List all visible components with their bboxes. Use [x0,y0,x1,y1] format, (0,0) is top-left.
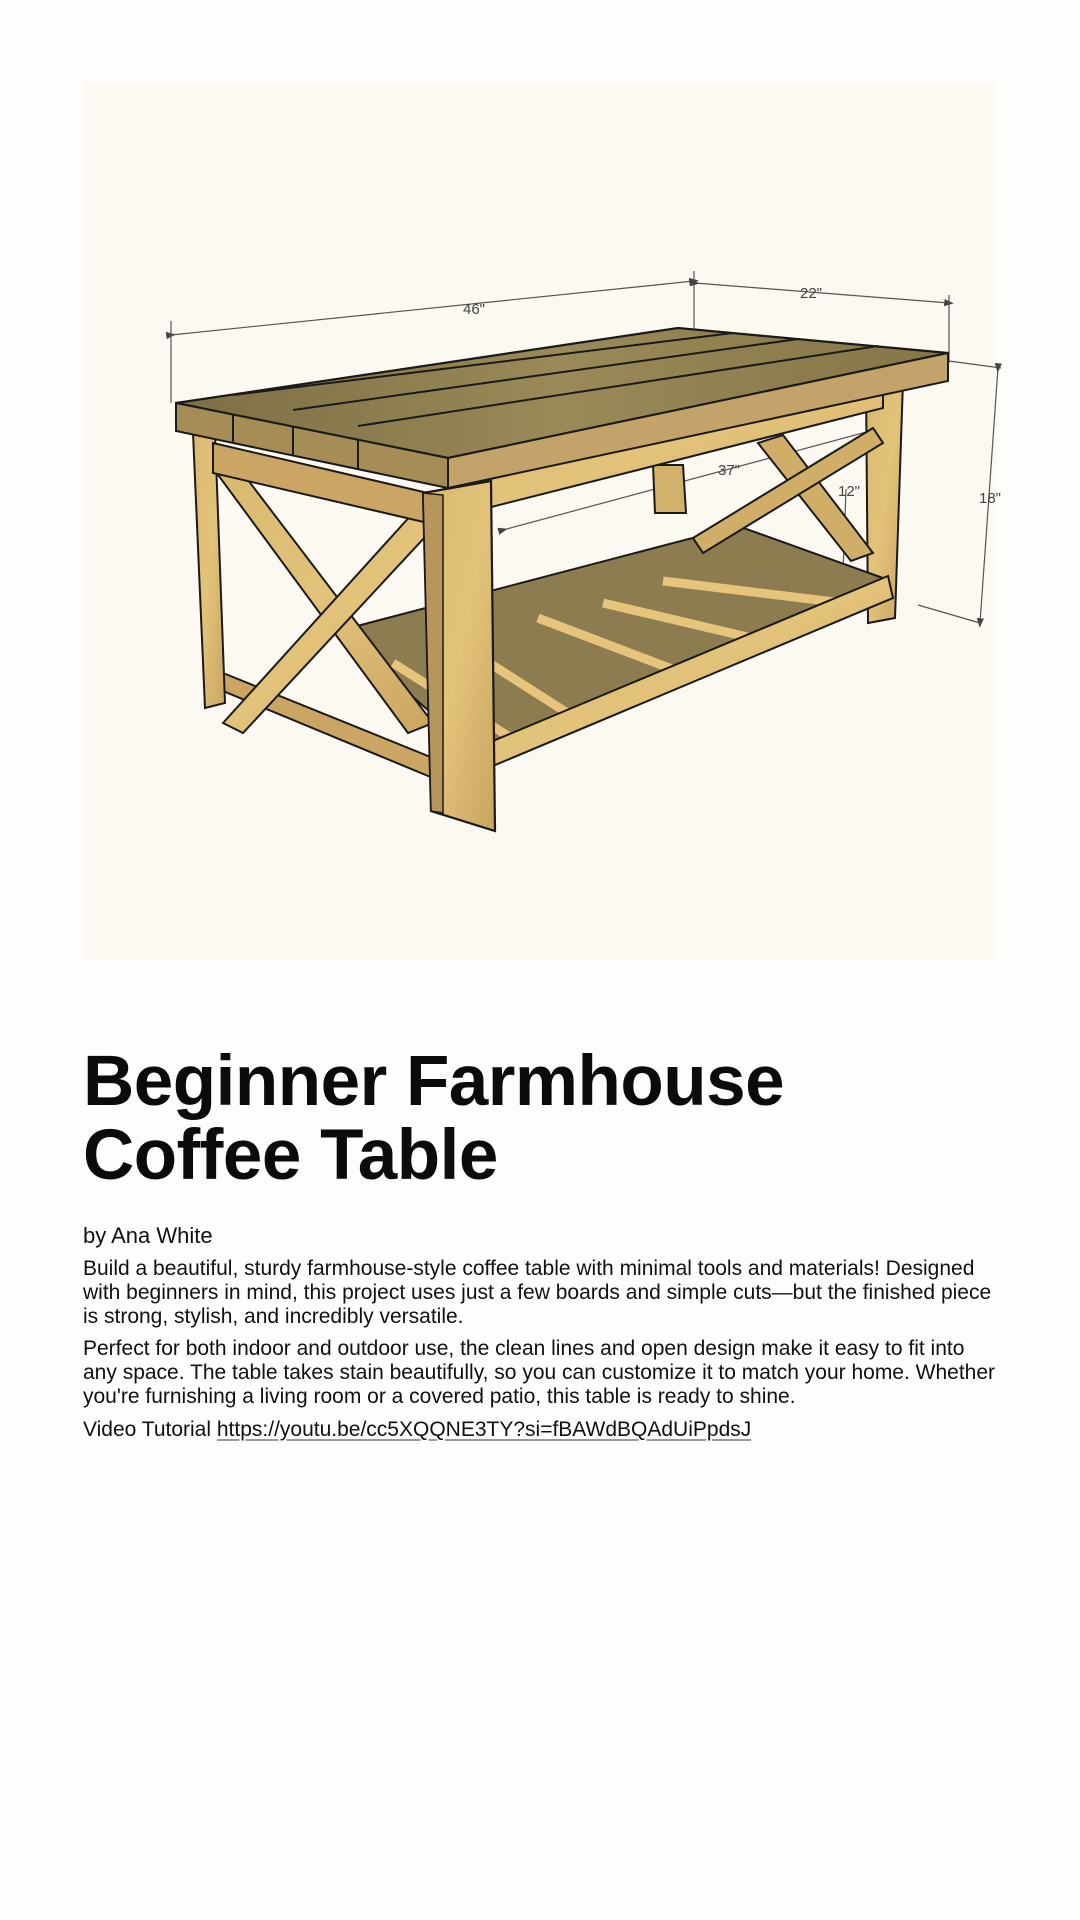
dim-shelf-height-label: 12" [838,483,861,500]
dim-length-label: 46" [463,301,486,318]
video-tutorial-line [83,1417,997,1443]
back-leg-left [653,465,686,513]
description-paragraph-2: Perfect for both indoor and outdoor use, the clean lines and open design make it easy to fit into any space. The table takes stain beautifully, so you can customize it to match your home. Whether you're furnishing a living room or a covered patio, this table is ready to shine. [83,1337,996,1408]
hero-image [83,83,1002,960]
video-tutorial-label: Video Tutorial [83,1418,212,1441]
dim-height-label: 18" [979,490,1002,507]
page-title: Beginner Farmhouse Coffee Table [83,1042,785,1195]
coffee-table-drawing [83,83,1002,960]
dim-width-label: 22" [800,285,823,302]
author-byline: by Ana White [83,1223,213,1248]
video-tutorial-link[interactable]: https://youtu.be/cc5XQQNE3TY?si=fBAWdBQAdUiPpdsJ [216,1418,752,1441]
dim-inner-length-label: 37" [718,462,741,479]
description-paragraph-1: Build a beautiful, sturdy farmhouse-style coffee table with minimal tools and materials! Designed with beginners in mind, this project uses just a few boards and simple cuts—but the finished piece is strong, stylish, and incredibly versatile. [83,1257,992,1328]
project-content [83,1042,997,1443]
